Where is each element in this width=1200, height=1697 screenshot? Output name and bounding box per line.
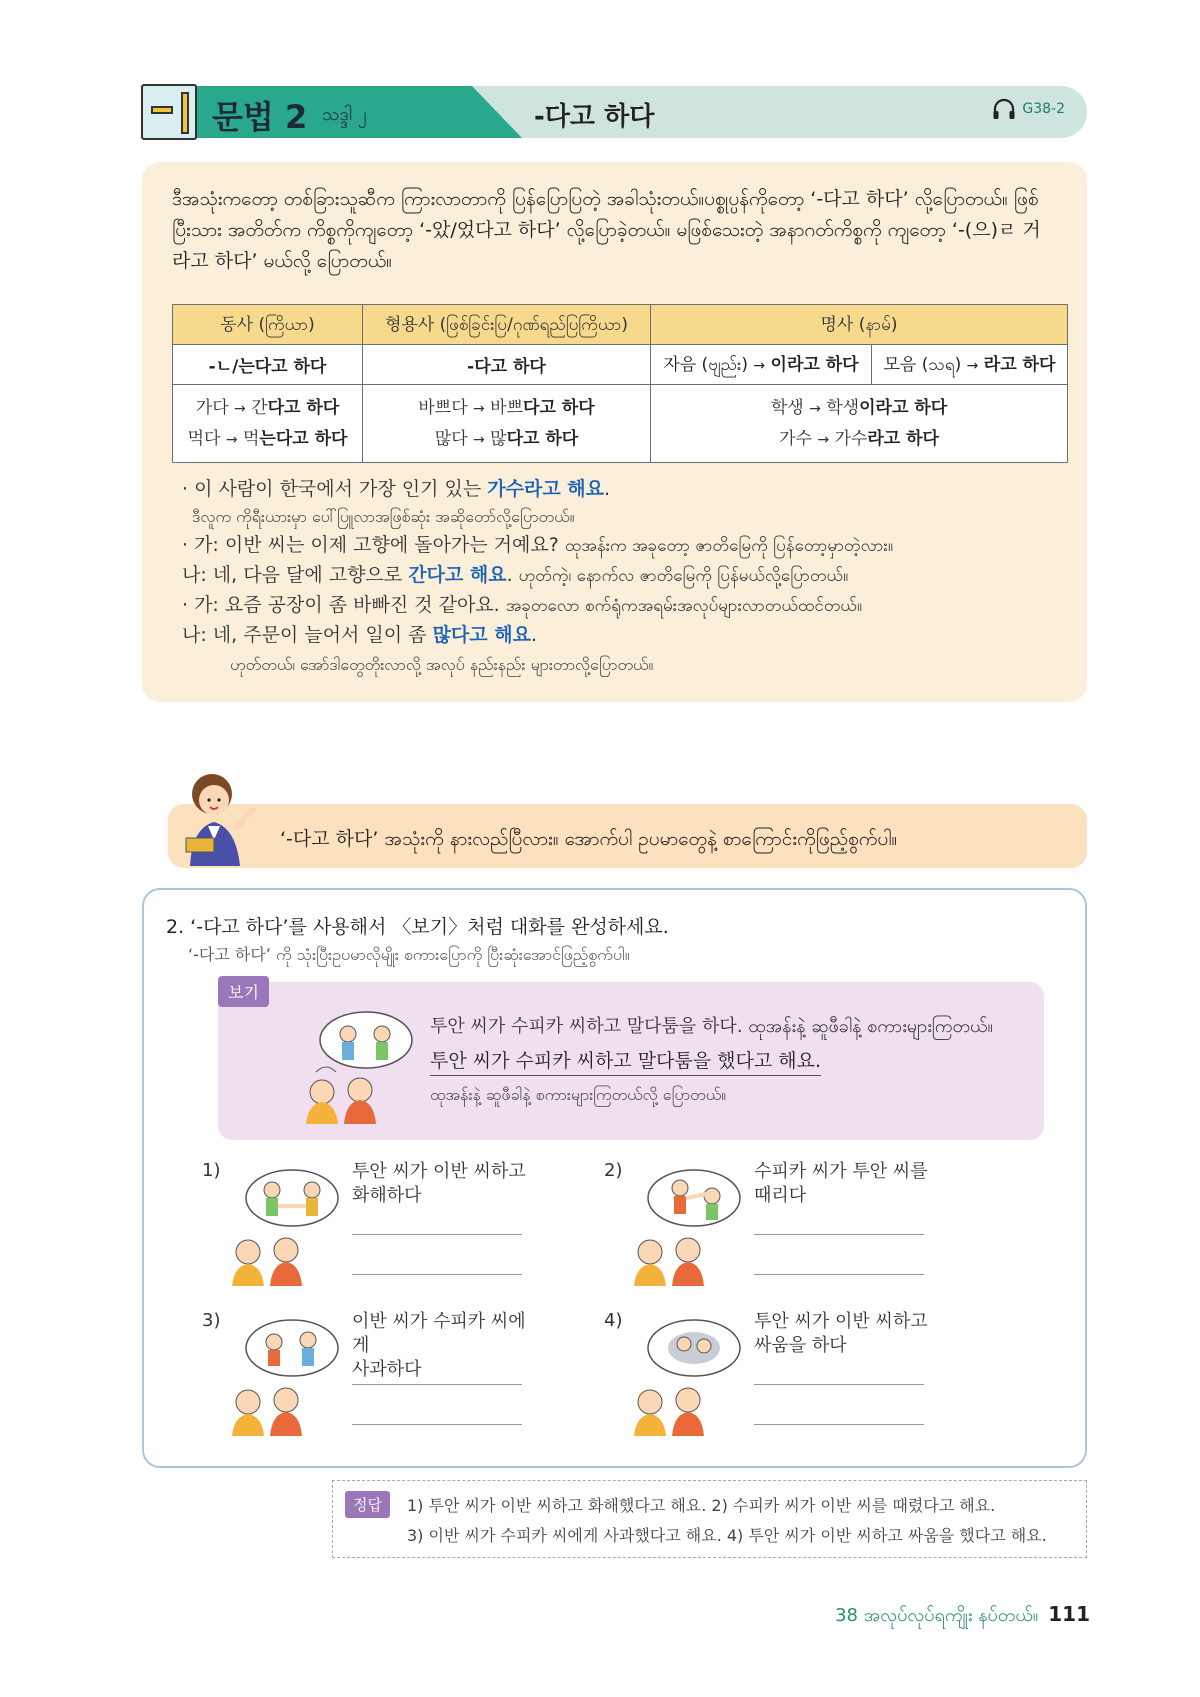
notebook-bar (151, 106, 173, 114)
example-sentence: · 이 사람이 한국에서 가장 인기 있는 가수라고 해요. (182, 478, 611, 500)
table-header-noun: 명사 (နာမ်) (651, 305, 1068, 345)
exercise-item (604, 1310, 1004, 1450)
item-number: 2) (604, 1160, 623, 1181)
noun-examples (651, 385, 1068, 463)
example-answer: 투안 씨가 수피카 씨하고 말다툼을 했다고 해요. (430, 1046, 821, 1076)
item-prompt: 수피카 씨가 투안 씨를 때리다 (754, 1161, 928, 1206)
hitting-illustration (626, 1166, 744, 1286)
form-noun-consonant (651, 345, 872, 385)
highlighted-form: 많다고 해요 (432, 624, 531, 646)
item-number: 3) (202, 1310, 221, 1331)
item-prompt: 이반 씨가 수피카 씨에게 사과하다 (352, 1311, 526, 1380)
example-sentence: · 가: 이반 씨는 이제 고향에 돌아가는 거예요? ထုအန်းက အခုတော့ ဇာတိမြေကို ပြန်တော့မှာတဲ့လား။ (182, 534, 893, 556)
section-title-burmese: သဒ္ဒါ ၂ (322, 104, 367, 125)
section-header (142, 86, 1087, 138)
conjugation-table (172, 304, 1068, 463)
example-box (218, 982, 1044, 1140)
noun-example: 학생 → 학생이라고 하다 (770, 397, 948, 418)
form-noun-vowel (871, 345, 1067, 385)
adjective-examples (363, 385, 651, 463)
section-title: 문법 2 (212, 98, 308, 136)
consonant-label: 자음 (ဗျည်း) (663, 355, 748, 375)
highlighted-form: 가수라고 해요 (487, 478, 605, 500)
answer-line[interactable] (754, 1234, 924, 1235)
apology-illustration (224, 1316, 342, 1436)
notebook-icon (141, 84, 197, 140)
form-adjective: -다고 하다 (363, 345, 651, 385)
item-prompt: 투안 씨가 이반 씨하고 화해하다 (352, 1161, 526, 1206)
exercise-box (142, 888, 1087, 1468)
example-illustration (296, 1006, 416, 1124)
noun-example: 가수 → 가수라고 하다 (779, 428, 939, 449)
answer-line[interactable] (754, 1384, 924, 1385)
audio-code: G38-2 (1022, 101, 1065, 117)
audio-track-button[interactable] (992, 98, 1065, 120)
vowel-ending: 라고 하다 (983, 355, 1056, 375)
table-header-verb: 동사 (ကြိယာ) (173, 305, 363, 345)
answer-line[interactable] (754, 1424, 924, 1425)
example-sentence: 나: 네, 주문이 늘어서 일이 좀 많다고 해요. (182, 624, 538, 646)
tip-text: ‘-다고 하다’ အသုံးကို နားလည်ပြီလား။ အောက်ပါ ဥပမာတွေနဲ့ စာကြောင်းကိုဖြည့်စွက်ပါ။ (280, 828, 898, 850)
form-verb: -ㄴ/는다고 하다 (173, 345, 363, 385)
verb-example: 가다 → 간다고 하다 (195, 397, 340, 418)
answer-line[interactable] (754, 1274, 924, 1275)
exercise-item (604, 1160, 1004, 1300)
adjective-example: 많다 → 많다고 하다 (434, 428, 579, 449)
answer-line-1: 1) 투안 씨가 이반 씨하고 화해했다고 해요. 2) 수피카 씨가 이반 씨를 때렸다고 해요. (407, 1496, 996, 1515)
tip-strip (168, 804, 1087, 868)
answer-line[interactable] (352, 1384, 522, 1385)
example-prompt: 투안 씨가 수피카 씨하고 말다툼을 하다. ထုအန်းနဲ့ ဆူဖီခါနဲ့ စကားများကြတယ်။ (430, 1016, 993, 1037)
highlighted-form: 간다고 해요 (408, 564, 507, 586)
adjective-example: 바쁘다 → 바쁘다고 하다 (418, 397, 595, 418)
exercise-subtitle: ‘-다고 하다’ ကို သုံးပြီးဥပမာလိုမျိုး စကားပြောကို ပြီးဆုံးအောင်ဖြည့်စွက်ပါ။ (188, 945, 630, 964)
handshake-illustration (224, 1166, 342, 1286)
grammar-pattern: -다고 하다 (534, 102, 655, 132)
arrow-icon: → (966, 358, 979, 374)
answer-line[interactable] (352, 1424, 522, 1425)
exercise-item (202, 1310, 602, 1450)
grammar-explanation-box (142, 162, 1087, 702)
consonant-ending: 이라고 하다 (770, 355, 859, 375)
exercise-item (202, 1160, 602, 1300)
item-number: 4) (604, 1310, 623, 1331)
chapter-title: 38 အလုပ်လုပ်ရကျိုး နပ်တယ်။ (835, 1605, 1039, 1626)
fight-illustration (626, 1316, 744, 1436)
headphones-icon (992, 98, 1016, 120)
teacher-illustration (176, 770, 264, 866)
table-header-adjective: 형용사 (ဖြစ်ခြင်းပြ/ဂုဏ်ရည်ပြကြိယာ) (363, 305, 651, 345)
example-sentence: · 가: 요즘 공장이 좀 바빠진 것 같아요. အခုတလော စက်ရုံကအရမ်းအလုပ်များလာတယ်ထင်တယ်။ (182, 594, 863, 616)
example-answer-translation: ထုအန်းနဲ့ ဆူဖီခါနဲ့ စကားများကြတယ်လို့ ပြောတယ်။ (430, 1085, 727, 1104)
answer-line-2: 3) 이반 씨가 수피카 씨에게 사과했다고 해요. 4) 투안 씨가 이반 씨하고 싸움을 했다고 해요. (407, 1526, 1047, 1545)
answer-line[interactable] (352, 1274, 522, 1275)
page-footer (835, 1602, 1090, 1630)
item-prompt: 투안 씨가 이반 씨하고 싸움을 하다 (754, 1311, 928, 1356)
verb-example: 먹다 → 먹는다고 하다 (187, 428, 348, 449)
verb-examples (173, 385, 363, 463)
answer-label: 정답 (345, 1491, 390, 1518)
exercise-title: 2. ‘-다고 하다’를 사용해서 〈보기〉처럼 대화를 완성하세요. (166, 916, 669, 938)
page-number: 111 (1048, 1602, 1090, 1626)
example-sentence: 나: 네, 다음 달에 고향으로 간다고 해요. ဟုတ်ကဲ့၊ နောက်လ ဇာတိမြေကို ပြန်မယ်လို့ပြောတယ်။ (182, 564, 849, 586)
example-translation: ဒီလူက ကိုရီးယားမှာ ပေါ်ပြူလာအဖြစ်ဆုံး အဆိုတော်လို့ပြောတယ်။ (192, 507, 575, 526)
pencil-icon (181, 92, 189, 134)
grammar-intro: ဒီအသုံးကတော့ တစ်ခြားသူဆီက ကြားလာတာကို ပြန်ပြောပြတဲ့ အခါသုံးတယ်။ပစ္စုပ္ပန်ကိုတော့ ‘-다고 하다’ လို့ပြောတယ်။ ဖြစ်ပြီးသား အတိတ်က ကိစ္စကိုကျတော့ ‘-았/었다고 하다’ လို့ပြောခဲ့တယ်။ မဖြစ်သေးတဲ့ အနာဂတ်ကိစ္စကို ကျတော့ ‘-(으)ㄹ 거라고 하다’ မယ်လို့ ပြောတယ်။ (172, 188, 1041, 272)
item-number: 1) (202, 1160, 221, 1181)
answer-key (332, 1480, 1087, 1558)
example-label: 보기 (218, 976, 269, 1007)
example-translation: ဟုတ်တယ်၊ အော်ဒါတွေတိုးလာလို့ အလုပ် နည်းနည်း များတာလို့ပြောတယ်။ (230, 655, 654, 674)
vowel-label: 모음 (သရ) (883, 355, 962, 375)
arrow-icon: → (753, 358, 766, 374)
answer-line[interactable] (352, 1234, 522, 1235)
